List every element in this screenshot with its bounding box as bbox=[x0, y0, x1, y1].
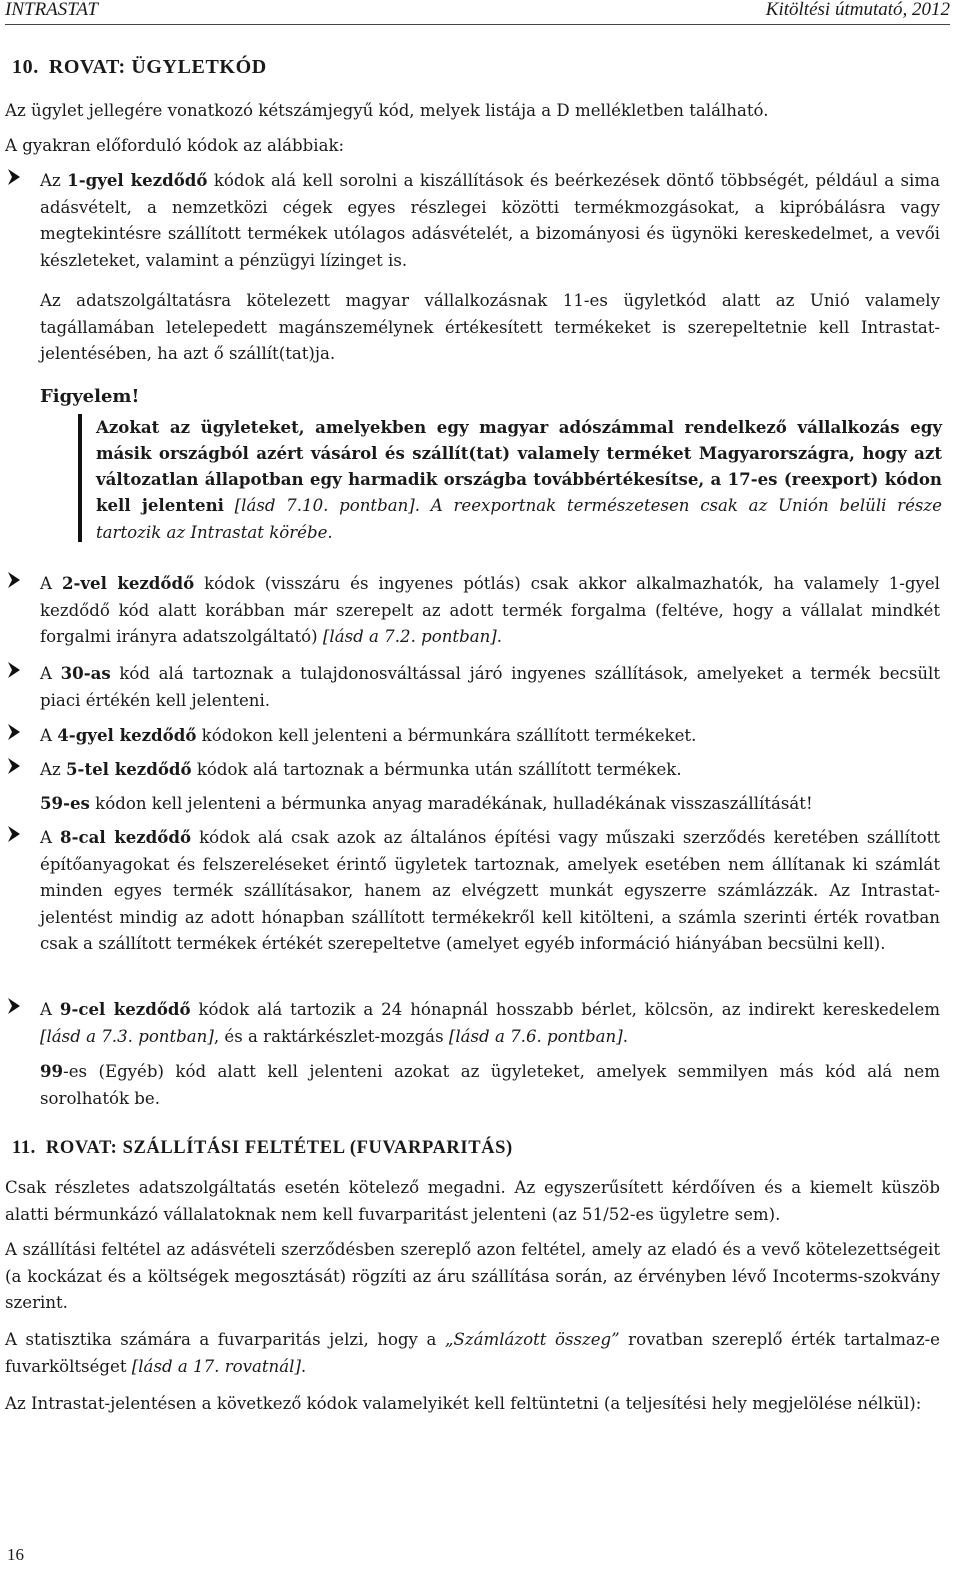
arrow-bullet-icon bbox=[6, 659, 22, 681]
section-10-intro: Az ügylet jellegére vonatkozó kétszámjegyű kód, melyek listája a D mellékletben található. bbox=[5, 101, 769, 120]
arrow-bullet-icon bbox=[6, 755, 22, 777]
bullet-code-59-note: 59-es kódon kell jelenteni a bérmunka anyag maradékának, hulladékának visszaszállítását! bbox=[40, 793, 813, 813]
section-11-para-1: Csak részletes adatszolgáltatás esetén kötelező megadni. Az egyszerűsített kérdőíven és a kiemelt küszöb alatti bérmunkázó vállalatoknak nem kell fuvarparitást jelenteni (az 51/52-es ügyletre sem). bbox=[5, 1178, 940, 1224]
bullet-code-4: A 4-gyel kezdődő kódokon kell jelenteni a bérmunkára szállított termékeket. bbox=[40, 725, 697, 745]
section-10-heading: ROVAT: ÜGYLETKÓD bbox=[48, 56, 267, 78]
section-11-para-2: A szállítási feltétel az adásvételi szerződésben szereplő azon feltétel, amely az eladó és a vevő kötelezettségeit (a kockázat és a költségek megosztását) rögzíti az áru szállítása során, az érvényben lévő Incoterms-szokvány szerint. bbox=[5, 1240, 940, 1312]
bullet-code-11-note: Az adatszolgáltatásra kötelezett magyar vállalkozásnak 11-es ügyletkód alatt az Unió valamely tagállamában letelepedett magánszemélynek értékesített termékeket is szerepeltetnie kell Intrastat-jelentésében, ha azt ő szállít(tat)ja. bbox=[40, 291, 940, 363]
warning-label: Figyelem! bbox=[40, 386, 140, 407]
bullet-code-1: Az 1-gyel kezdődő kódok alá kell sorolni a kiszállítások és beérkezések döntő többségét, például a sima adásvételt, a nemzetközi cégek egyes részlegei közötti termékmozgásokat, a kipróbálásra vagy megtekintésre szállított termékek utólagos adásvételét, a bizományosi és ügynöki kereskedelmet, a vevői készleteket, valamint a pénzügyi lízinget is. bbox=[40, 170, 940, 270]
page-header bbox=[5, 0, 950, 25]
section-11-para-3: A statisztika számára a fuvarparitás jelzi, hogy a „Számlázott összeg” rovatban szereplő érték tartalmaz-e fuvarköltséget [lásd a 17. rovatnál]. bbox=[5, 1330, 940, 1376]
arrow-bullet-icon bbox=[6, 166, 22, 188]
bullet-code-99-note: 99-es (Egyéb) kód alatt kell jelenteni azokat az ügyleteket, amelyek semmilyen más kód alá nem sorolhatók be. bbox=[40, 1061, 940, 1108]
arrow-bullet-icon bbox=[6, 995, 22, 1017]
header-left: INTRASTAT bbox=[5, 0, 98, 20]
warning-bar bbox=[78, 414, 82, 542]
section-11-heading: ROVAT: SZÁLLÍTÁSI FELTÉTEL (FUVARPARITÁS) bbox=[45, 1138, 513, 1158]
bullet-code-8: A 8-cal kezdődő kódok alá csak azok az általános építési vagy műszaki szerződés keretében szállított építőanyagokat és felszereléseket érintő ügyletek tartoznak, amelyek esetében nem állítanak ki számlát minden egyes termék szállításakor, hanem az elvégzett munkát egyszerre számlázzák. Az Intrastat-jelentést mindig az adott hónapban szállított termékekről kell kitölteni, a számla szerinti érték rovatban csak a szállított termékek értékét szerepeltetve (amelyet egyéb információ hiányában becsülni kell). bbox=[40, 827, 940, 953]
warning-text: Azokat az ügyleteket, amelyekben egy magyar adószámmal rendelkező vállalkozás egy másik országból azért vásárol és szállít(tat) valamely terméket Magyarországra, hogy azt változatlan állapotban egy harmadik országba továbbértékesítse, a 17-es (reexport) kódon kell jelenteni [lásd 7.10. pontban]. A reexportnak természetesen csak az Unión belüli része tartozik az Intrastat körébe. bbox=[96, 417, 942, 542]
arrow-bullet-icon bbox=[6, 823, 22, 845]
bullet-code-9: A 9-cel kezdődő kódok alá tartozik a 24 hónapnál hosszabb bérlet, kölcsön, az indirekt kereskedelem [lásd a 7.3. pontban], és a raktárkészlet-mozgás [lásd a 7.6. pontban]. bbox=[40, 999, 941, 1046]
page-number: 16 bbox=[7, 1545, 24, 1564]
arrow-bullet-icon bbox=[6, 569, 22, 591]
section-11-title bbox=[12, 1138, 513, 1159]
section-10-number: 10. bbox=[12, 56, 39, 78]
section-10-title bbox=[12, 56, 267, 79]
bullet-code-5: Az 5-tel kezdődő kódok alá tartoznak a bérmunka után szállított termékek. bbox=[40, 759, 682, 779]
section-11-number: 11. bbox=[12, 1138, 36, 1158]
header-right: Kitöltési útmutató, 2012 bbox=[765, 0, 950, 20]
bullet-code-2: A 2-vel kezdődő kódok (visszáru és ingyenes pótlás) csak akkor alkalmazhatók, ha valamely 1-gyel kezdődő kód alatt korábban már szerepelt az adott termék forgalma (feltéve, hogy a vállalat mindkét forgalmi irányra adatszolgáltató) [lásd a 7.2. pontban]. bbox=[40, 573, 940, 646]
section-11-para-4: Az Intrastat-jelentésen a következő kódok valamelyikét kell feltüntetni (a teljesítési hely megjelölése nélkül): bbox=[5, 1394, 922, 1413]
arrow-bullet-icon bbox=[6, 721, 22, 743]
section-10-intro-2: A gyakran előforduló kódok az alábbiak: bbox=[5, 136, 345, 155]
bullet-code-30: A 30-as kód alá tartoznak a tulajdonosváltással járó ingyenes szállítások, amelyeket a termék becsült piaci értékén kell jelenteni. bbox=[40, 663, 940, 710]
